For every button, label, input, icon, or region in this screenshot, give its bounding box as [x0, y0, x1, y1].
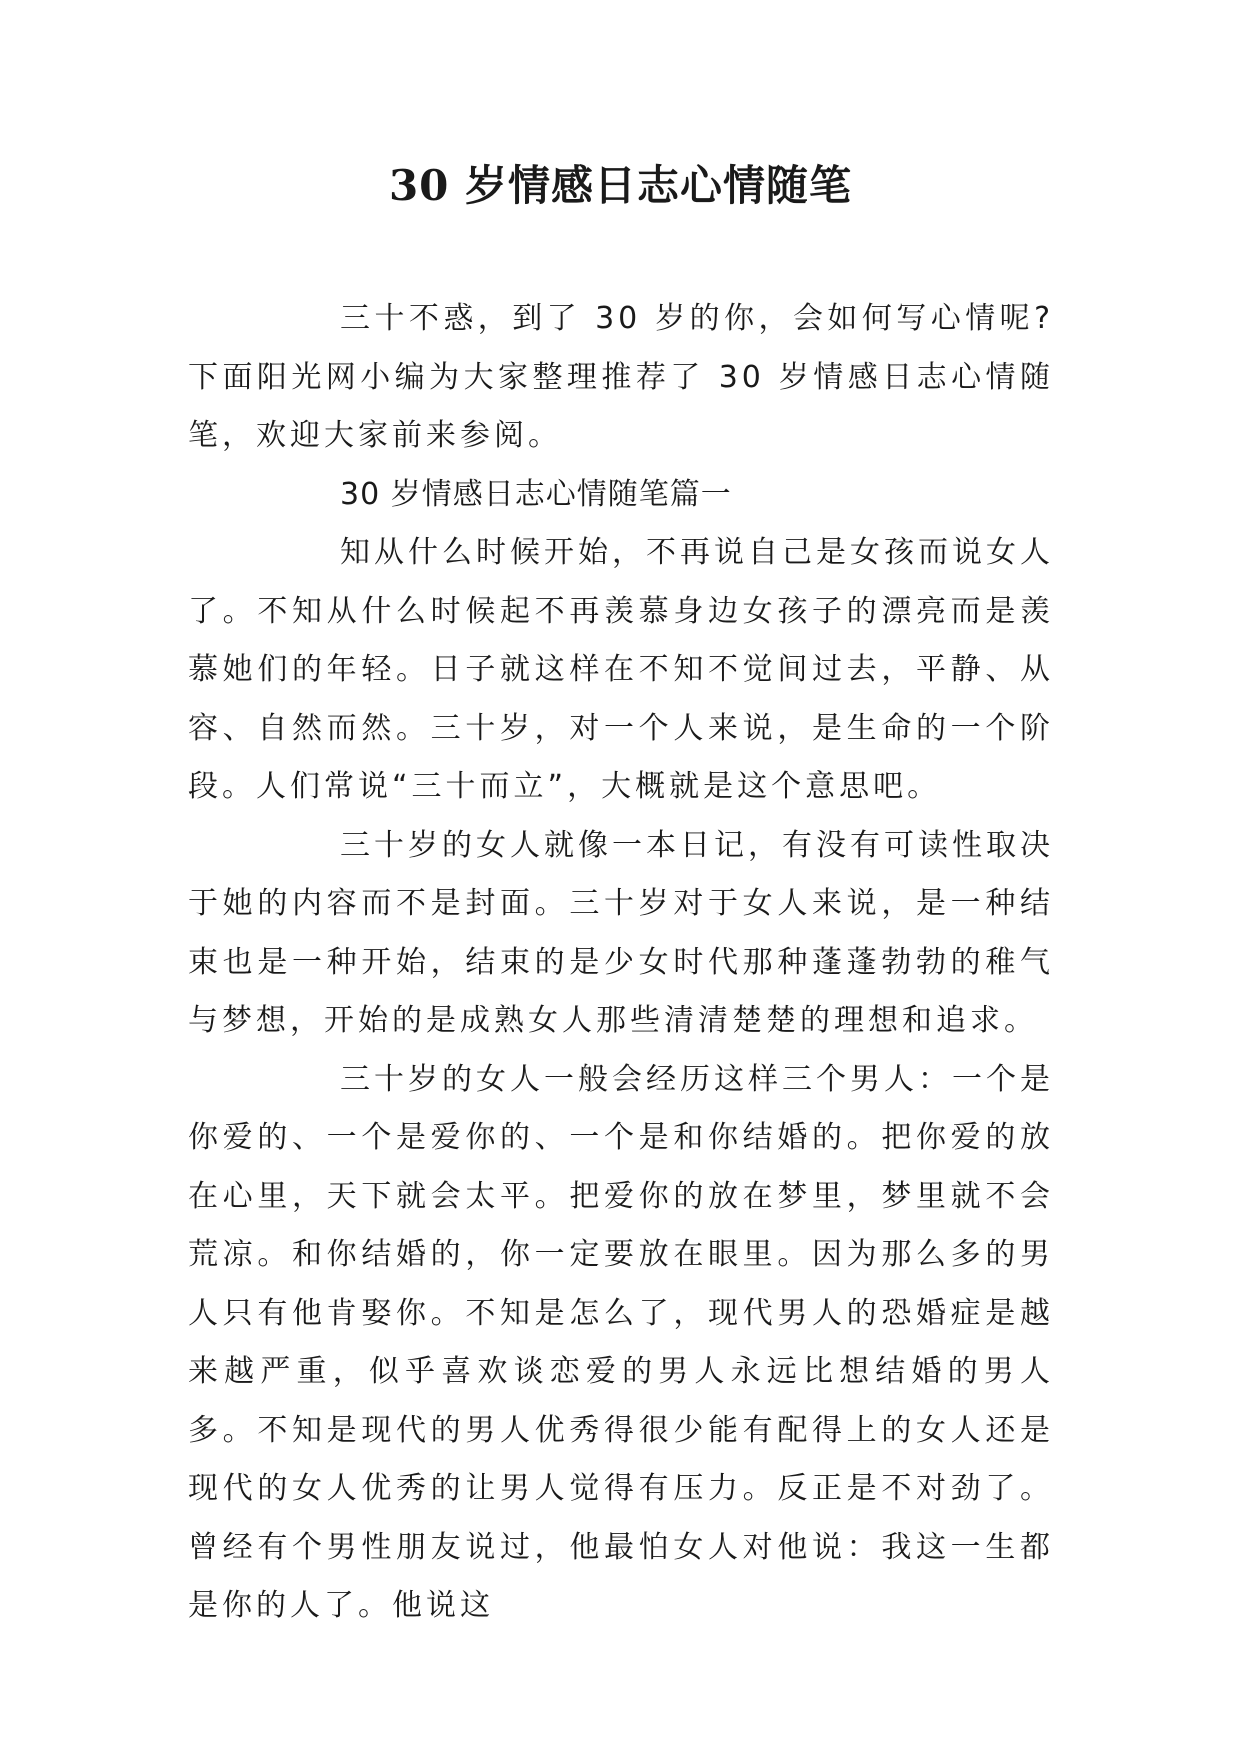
- section-heading: 30 岁情感日志心情随笔篇一: [340, 476, 732, 512]
- document-title: 30 岁情感日志心情随笔: [388, 161, 853, 210]
- body-paragraph-1: 知从什么时候开始，不再说自己是女孩而说女人了。不知从什么时候起不再羡慕身边女孩子的漂亮而是羡慕她们的年轻。日子就这样在不知不觉间过去，平静、从容、自然而然。三十岁，对一个人来说，是生命的一个阶段。人们常说“三十而立”，大概就是这个意思吧。: [188, 535, 1054, 804]
- body-paragraph-3: 三十岁的女人一般会经历这样三个男人：一个是你爱的、一个是爱你的、一个是和你结婚的。把你爱的放在心里，天下就会太平。把爱你的放在梦里，梦里就不会荒凉。和你结婚的，你一定要放在眼里。因为那么多的男人只有他肯娶你。不知是怎么了，现代男人的恐婚症是越来越严重，似乎喜欢谈恋爱的男人永远比想结婚的男人多。不知是现代的男人优秀得很少能有配得上的女人还是现代的女人优秀的让男人觉得有压力。反正是不对劲了。曾经有个男性朋友说过，他最怕女人对他说：我这一生都是你的人了。他说这: [188, 1061, 1054, 1623]
- document-body: [188, 290, 1054, 1636]
- intro-paragraph: 三十不惑，到了 30 岁的你，会如何写心情呢?下面阳光网小编为大家整理推荐了 30 岁情感日志心情随笔，欢迎大家前来参阅。: [188, 301, 1054, 453]
- body-paragraph-2: 三十岁的女人就像一本日记，有没有可读性取决于她的内容而不是封面。三十岁对于女人来说，是一种结束也是一种开始，结束的是少女时代那种蓬蓬勃勃的稚气与梦想，开始的是成熟女人那些清清楚楚的理想和追求。: [188, 827, 1054, 1038]
